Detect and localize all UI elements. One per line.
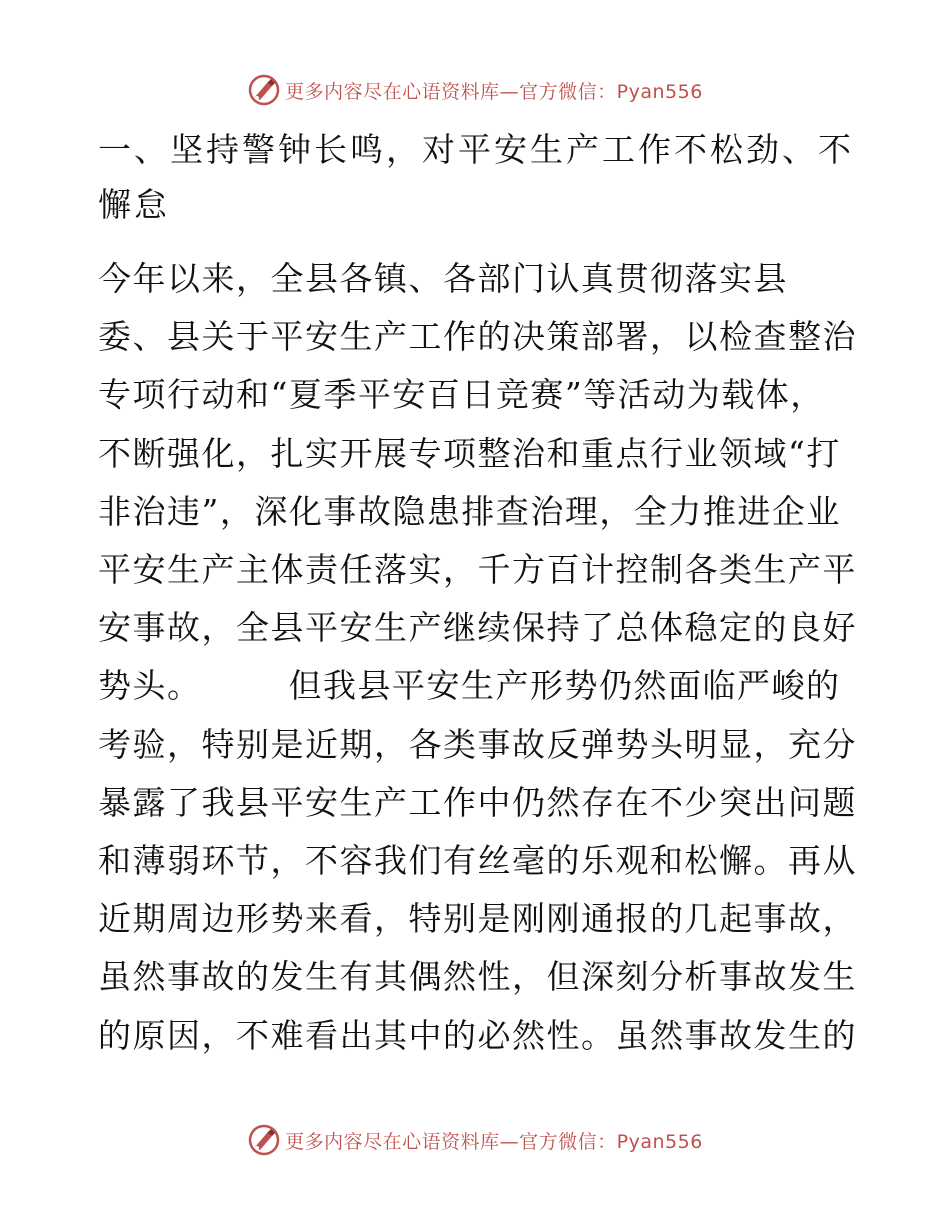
paragraph-line: 委、县关于平安生产工作的决策部署，以检查整治	[98, 317, 857, 357]
paragraph-line: 今年以来，全县各镇、各部门认真贯彻落实县	[98, 259, 788, 298]
heading-line: 懈怠	[98, 185, 170, 224]
section-heading	[98, 122, 858, 232]
paragraph-line: 的原因，不难看出其中的必然性。虽然事故发生的	[98, 1015, 857, 1055]
paragraph-line: 势头。 但我县平安生产形势仍然面临严峻的	[98, 666, 841, 706]
paragraph-line: 安事故，全县平安生产继续保持了总体稳定的良好	[98, 608, 857, 648]
paragraph-line: 和薄弱环节，不容我们有丝毫的乐观和松懈。再从	[98, 841, 857, 881]
pen-nib-logo-icon	[247, 1123, 281, 1157]
watermark-text: 更多内容尽在心语资料库—官方微信：Pyan556	[285, 80, 703, 103]
paragraph-line: 考验，特别是近期，各类事故反弹势头明显，充分	[98, 724, 857, 764]
watermark-text: 更多内容尽在心语资料库—官方微信：Pyan556	[285, 1130, 703, 1153]
paragraph-line: 暴露了我县平安生产工作中仍然存在不少突出问题	[98, 782, 857, 822]
paragraph-line: 近期周边形势来看，特别是刚刚通报的几起事故，	[98, 899, 857, 939]
paragraph-line: 平安生产主体责任落实，千方百计控制各类生产平	[98, 550, 857, 590]
pen-nib-logo-icon	[247, 73, 281, 107]
paragraph-line: 不断强化，扎实开展专项整治和重点行业领域“打	[98, 433, 841, 473]
paragraph-line: 非治违”，深化事故隐患排查治理，全力推进企业	[98, 491, 841, 531]
header-watermark	[0, 70, 950, 110]
body-paragraph	[98, 250, 858, 1065]
footer-watermark	[0, 1120, 950, 1160]
paragraph-line: 专项行动和“夏季平安百日竞赛”等活动为载体，	[98, 375, 825, 415]
paragraph-line: 虽然事故的发生有其偶然性，但深刻分析事故发生	[98, 957, 857, 997]
heading-line: 一、坚持警钟长鸣，对平安生产工作不松劲、不	[98, 130, 854, 169]
